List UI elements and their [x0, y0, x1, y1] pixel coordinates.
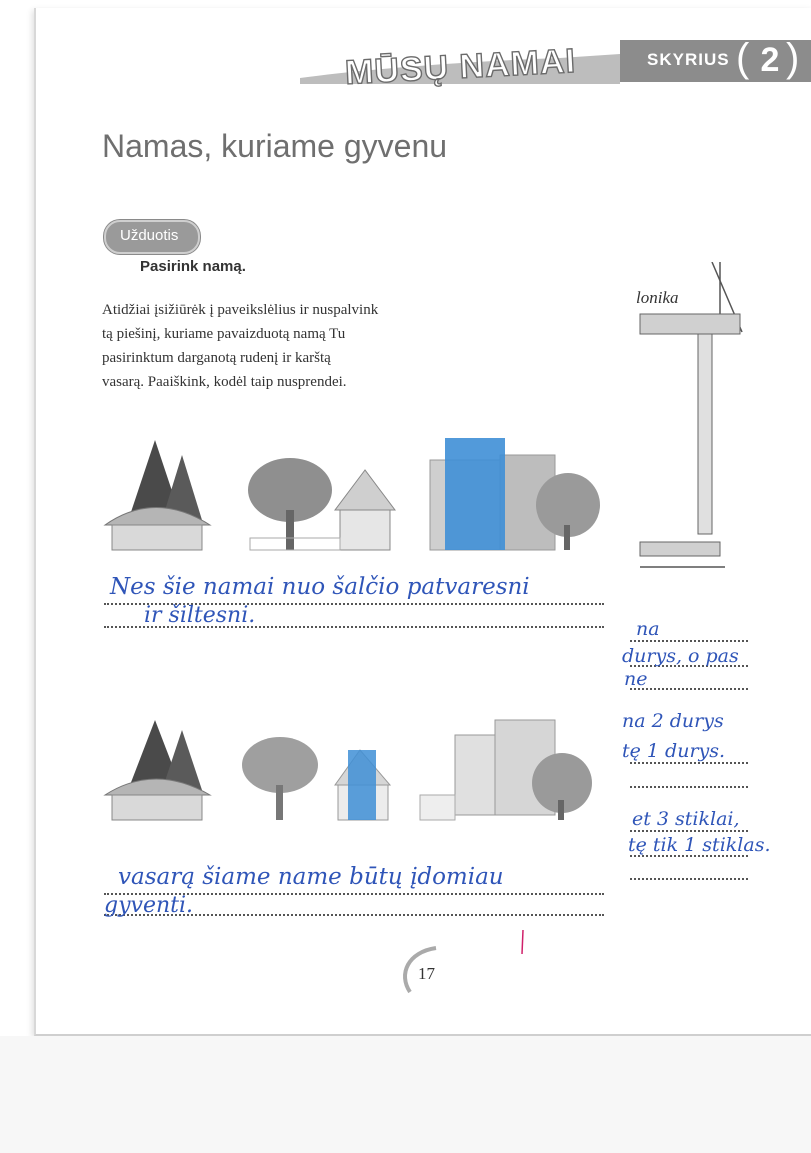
side-handwriting: na	[636, 618, 660, 640]
instruction-line: tą piešinį, kuriame pavaizduotą namą Tu	[102, 326, 346, 342]
side-answer-line	[630, 688, 748, 690]
pencil-mark	[518, 928, 528, 958]
chapter-paren-right: )	[786, 36, 800, 80]
handwritten-answer-autumn-1: Nes šie namai nuo šalčio patvaresni	[110, 574, 530, 600]
side-answer-line	[630, 762, 748, 764]
illustration-row-summer	[100, 715, 610, 825]
instruction-line: pasirinktum darganotą rudenį ir karštą	[102, 350, 331, 366]
hut-with-trees-illustration	[105, 440, 210, 550]
page-number: 17	[418, 964, 435, 983]
apartment-blocks-illustration	[420, 720, 592, 820]
page-title: Namas, kuriame gyvenu	[102, 128, 448, 164]
hut-with-trees-illustration	[105, 720, 210, 820]
side-handwriting: durys, o pas	[622, 645, 739, 667]
adjacent-page-word: lonika	[636, 288, 679, 307]
cottage-illustration	[248, 458, 395, 550]
task-badge-label: Užduotis	[120, 227, 179, 244]
unit-title: MŪSŲ NAMAI	[344, 41, 577, 93]
handwritten-answer-summer-2: gyventi.	[104, 893, 193, 918]
side-answer-line	[630, 830, 748, 832]
scan-background	[0, 1036, 811, 1153]
side-answer-line	[630, 640, 748, 642]
side-handwriting: tę tik 1 stiklas.	[628, 834, 771, 856]
blue-coloring	[348, 750, 376, 820]
chapter-number: 2	[760, 41, 780, 79]
blue-coloring	[445, 438, 505, 550]
task-badge	[104, 220, 200, 254]
handwritten-answer-autumn-2: ir šiltesni.	[144, 603, 256, 628]
side-answer-line	[630, 786, 748, 788]
adjacent-page-illustration	[630, 262, 750, 572]
chapter-paren-left: (	[736, 36, 750, 80]
task-instruction	[102, 298, 420, 394]
side-answer-line	[630, 878, 748, 880]
chapter-label: SKYRIUS	[647, 50, 730, 69]
illustration-row-autumn	[100, 430, 610, 560]
side-handwriting: et 3 stiklai,	[632, 808, 740, 830]
handwritten-answer-summer-1: vasarą šiame name būtų įdomiau	[118, 864, 504, 890]
instruction-line: vasarą. Paaiškink, kodėl taip nusprendei.	[102, 374, 347, 390]
cottage-illustration	[242, 737, 390, 820]
instruction-line: Atidžiai įsižiūrėk į paveikslėlius ir nuspalvink	[102, 302, 379, 318]
side-handwriting: ne	[624, 668, 648, 690]
side-handwriting: tę 1 durys.	[622, 740, 726, 762]
side-handwriting: na 2 durys	[622, 710, 724, 732]
task-title: Pasirink namą.	[140, 258, 246, 275]
apartment-blocks-illustration	[430, 438, 600, 550]
